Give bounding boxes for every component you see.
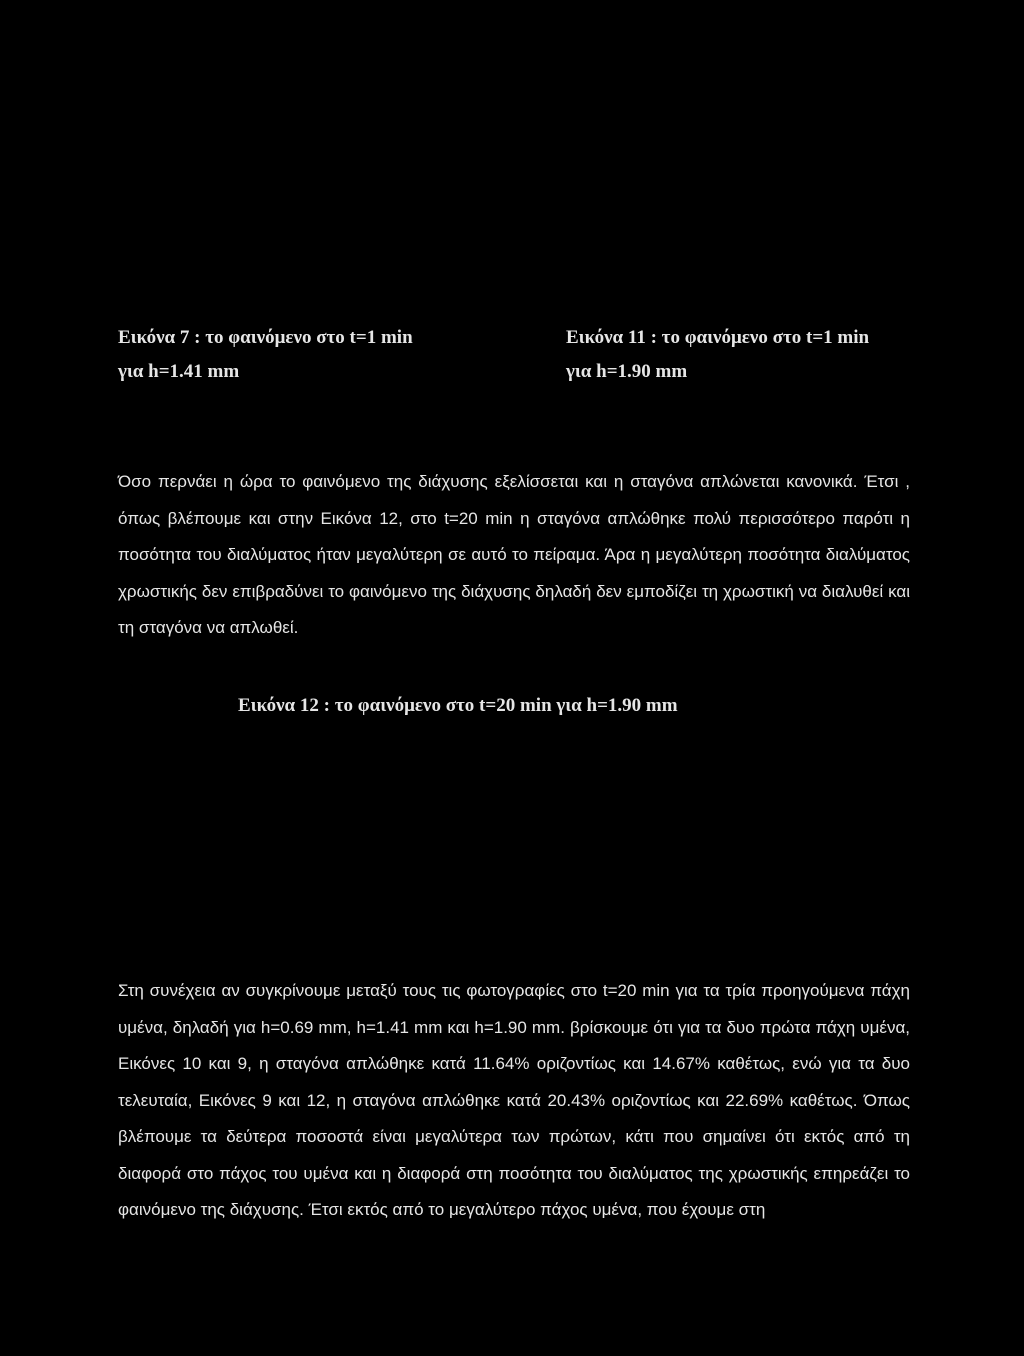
figure-12-caption: Εικόνα 12 : το φαινόμενο στο t=20 min για h=1.90 mm	[238, 695, 678, 716]
figure-11-caption-title: Εικόνα 11 : το φαινόμενο στο t=1 min	[566, 327, 870, 348]
figure-7-caption-title: Εικόνα 7 : το φαινόμενο στο t=1 min	[118, 327, 413, 348]
paragraph-thickness-comparison: Στη συνέχεια αν συγκρίνουμε μεταξύ τους τις φωτογραφίες στο t=20 min για τα τρία προηγούμενα πάχη υμένα, δηλαδή για h=0.69 mm, h=1.41 mm και h=1.90 mm. βρίσκουμε ότι για τα δυο πρώτα πάχη υμένα, Εικόνες 10 και 9, η σταγόνα απλώθηκε κατά 11.64% οριζοντίως και 14.67% καθέτως, ενώ για τα δυο τελευταία, Εικόνες 9 και 12, η σταγόνα απλώθηκε κατά 20.43% οριζοντίως και 22.69% καθέτως. Όπως βλέπουμε τα δεύτερα ποσοστά είναι μεγαλύτερα των πρώτων, κάτι που σημαίνει ότι εκτός από τη διαφορά στο πάχος του υμένα και η διαφορά στη ποσότητα του διαλύματος της χρωστικής επηρεάζει το φαινόμενο της διάχυσης. Έτσι εκτός από το μεγαλύτερο πάχος υμένα, που έχουμε στη	[118, 981, 910, 1219]
figure-11-caption-thickness: για h=1.90 mm	[566, 361, 688, 382]
paragraph-diffusion-progress: Όσο περνάει η ώρα το φαινόμενο της διάχυσης εξελίσσεται και η σταγόνα απλώνεται κανονικά. Έτσι , όπως βλέπουμε και στην Εικόνα 12, στο t=20 min η σταγόνα απλώθηκε πολύ περισσότερο παρότι η ποσότητα του διαλύματος ήταν μεγαλύτερη σε αυτό το πείραμα. Άρα η μεγαλύτερη ποσότητα διαλύματος χρωστικής δεν επιβραδύνει το φαινόμενο της διάχυσης δηλαδή δεν εμποδίζει τη χρωστική να διαλυθεί και τη σταγόνα να απλωθεί.	[118, 472, 910, 637]
figure-11-caption	[566, 321, 869, 389]
figure-7-caption	[118, 321, 413, 389]
figure-7-caption-thickness: για h=1.41 mm	[118, 361, 240, 382]
